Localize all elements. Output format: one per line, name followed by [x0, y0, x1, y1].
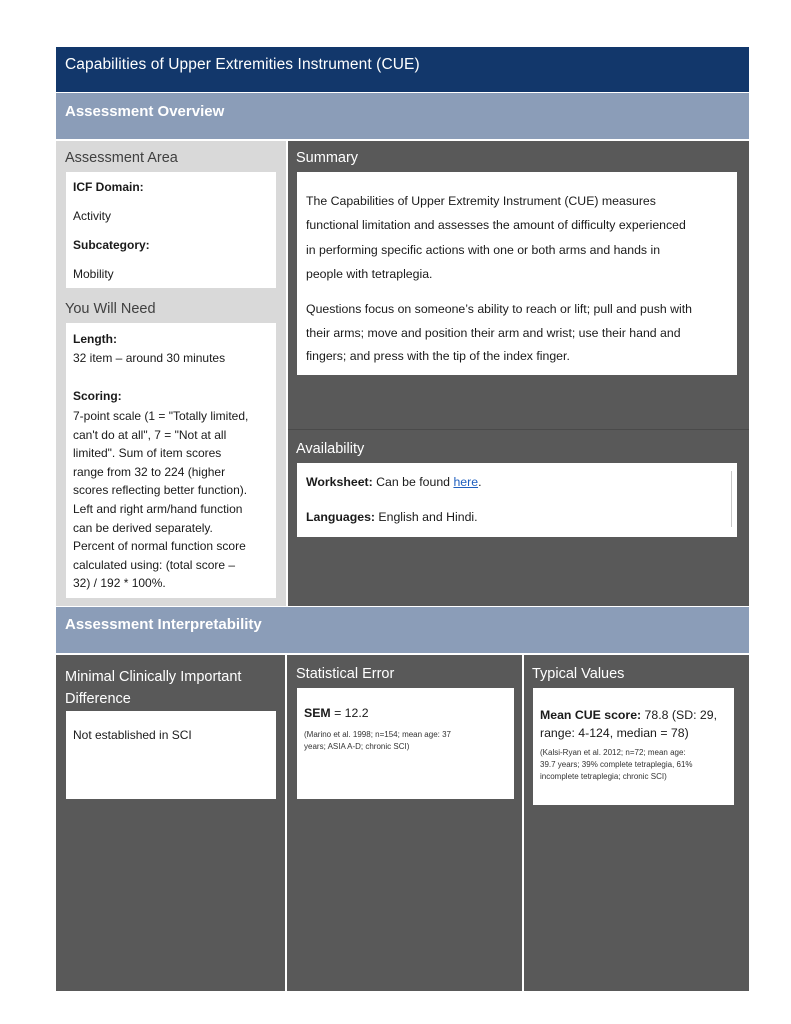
summary-line: The Capabilities of Upper Extremity Instrument (CUE) measures — [306, 194, 656, 208]
mean-cue-label: Mean CUE score: — [540, 708, 642, 722]
mcid-box — [66, 711, 276, 799]
worksheet-link[interactable]: here — [453, 475, 479, 489]
scoring-line: calculated using: (total score – — [73, 557, 236, 572]
scoring-line: Percent of normal function score — [73, 539, 246, 554]
reference-line: 39.7 years; 39% complete tetraplegia, 61% — [540, 760, 693, 769]
summary-paragraph-1 — [306, 189, 686, 286]
reference-line: (Kalsi-Ryan et al. 2012; n=72; mean age: — [540, 748, 686, 757]
length-label: Length: — [73, 332, 117, 346]
length-value — [73, 351, 225, 365]
subcategory-value: Mobility — [73, 267, 114, 281]
scoring-line: can't do at all", 7 = "Not at all — [73, 427, 227, 442]
reference-line: (Marino et al. 1998; n=154; mean age: 37 — [304, 730, 451, 739]
summary-line: in performing specific actions with one or both arms and hands in — [306, 242, 661, 257]
mcid-value: Not established in SCI — [73, 728, 192, 742]
sem-label: SEM — [304, 706, 331, 720]
summary-box — [297, 172, 737, 375]
scoring-text — [73, 407, 248, 593]
section-title-interpretability: Assessment Interpretability — [65, 616, 262, 633]
assessment-area-box — [66, 172, 276, 288]
scoring-line: 7-point scale (1 = "Totally limited, — [73, 409, 249, 423]
scoring-line: can be derived separately. — [73, 520, 213, 535]
scoring-line: range from 32 to 224 (higher — [73, 464, 226, 479]
assessment-area-title: Assessment Area — [65, 150, 178, 166]
page-title: Capabilities of Upper Extremities Instrument (CUE) — [65, 56, 420, 73]
summary-line: fingers; and press with the tip of the index finger. — [306, 349, 570, 363]
summary-line: people with tetraplegia. — [306, 266, 433, 281]
typical-values-box — [533, 688, 734, 805]
mcid-title-line: Difference — [65, 691, 131, 707]
you-will-need-title: You Will Need — [65, 301, 156, 317]
box-divider — [731, 471, 732, 527]
typical-line-1 — [540, 706, 717, 724]
scoring-line: Left and right arm/hand function — [73, 501, 243, 516]
summary-title: Summary — [296, 150, 359, 166]
worksheet-text: Can be found — [372, 475, 454, 489]
summary-line: Questions focus on someone’s ability to reach or lift; pull and push with — [306, 302, 692, 316]
scoring-line: scores reflecting better function). — [73, 483, 248, 498]
scoring-line: 32) / 192 * 100%. — [73, 576, 166, 591]
sem-reference — [304, 729, 451, 753]
panel-divider — [288, 429, 749, 430]
typical-reference — [540, 747, 693, 783]
availability-box — [297, 463, 737, 537]
length-value-text: 32 item – around 30 minutes — [73, 351, 226, 365]
mcid-title — [65, 666, 241, 710]
typical-line-2: range: 4-124, median = 78) — [540, 726, 689, 740]
languages-value: English and Hindi. — [375, 510, 478, 524]
sem-line — [304, 706, 369, 720]
scoring-label: Scoring: — [73, 389, 122, 403]
worksheet-line — [306, 475, 481, 489]
mean-cue-value: 78.8 (SD: 29, — [641, 708, 718, 722]
mcid-title-line: Minimal Clinically Important — [65, 669, 242, 685]
languages-label: Languages: — [306, 510, 376, 524]
statistical-error-box — [297, 688, 514, 799]
worksheet-end: . — [478, 475, 482, 489]
typical-values-text — [540, 706, 717, 742]
languages-line — [306, 510, 478, 524]
section-title-overview: Assessment Overview — [65, 103, 225, 120]
worksheet-label: Worksheet: — [306, 475, 373, 489]
availability-title: Availability — [296, 441, 365, 457]
summary-line: their arms; move and position their arm and wrist; use their hand and — [306, 325, 681, 340]
subcategory-label: Subcategory: — [73, 238, 150, 252]
summary-paragraph-2 — [306, 298, 692, 369]
summary-line: functional limitation and assesses the amount of difficulty experienced — [306, 218, 686, 233]
icf-domain-value: Activity — [73, 209, 112, 223]
sem-value: = 12.2 — [330, 706, 369, 720]
scoring-line: limited". Sum of item scores — [73, 446, 222, 461]
typical-values-title: Typical Values — [532, 666, 625, 682]
reference-line: incomplete tetraplegia; chronic SCI) — [540, 772, 667, 781]
statistical-error-title: Statistical Error — [296, 666, 395, 682]
you-will-need-box — [66, 323, 276, 598]
reference-line: years; ASIA A-D; chronic SCI) — [304, 742, 410, 751]
icf-domain-label: ICF Domain: — [73, 180, 144, 194]
